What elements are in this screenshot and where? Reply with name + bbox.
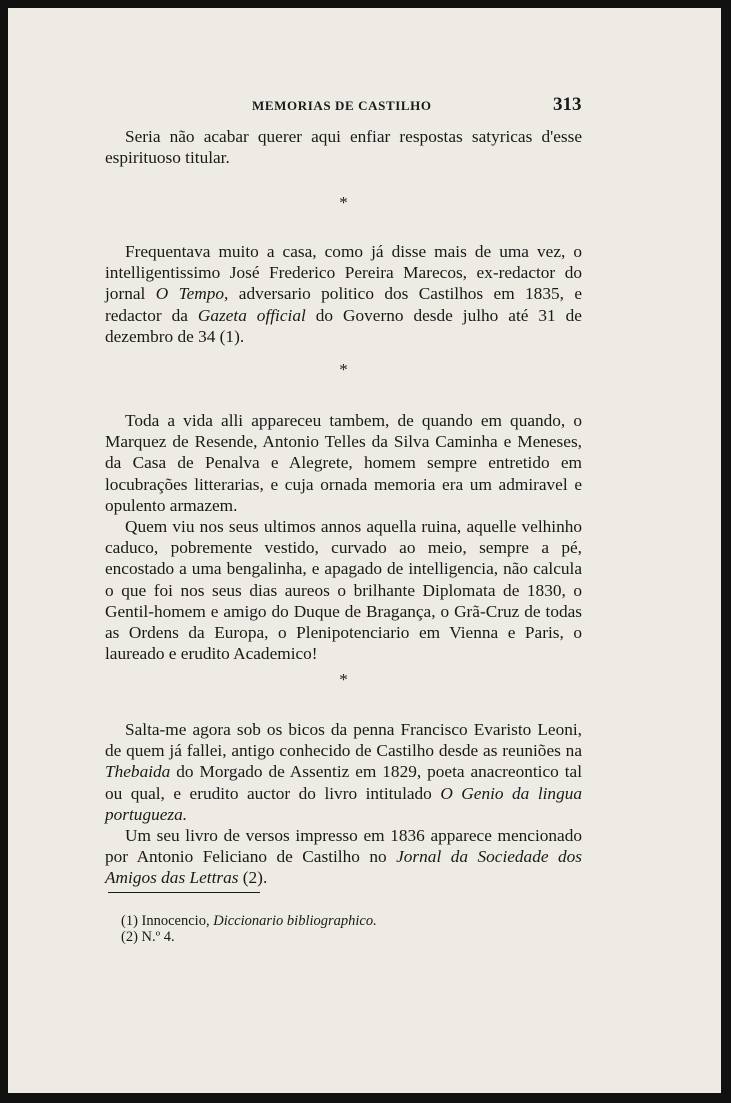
journal-title: Jornal da Sociedade dos Amigos das Lettras (105, 847, 582, 888)
footnote-1-number: (1) (121, 913, 138, 929)
footnotes (121, 913, 377, 945)
paragraph-5-part-a: Salta-me agora sob os bicos da penna Francisco Evaristo Leoni, de quem já fallei, antigo conhecido de Castilho desde as reuniões na (105, 720, 582, 761)
paragraph-3-text: Toda a vida alli appareceu tambem, de quando em quando, o Marquez de Resende, Antonio Telles da Silva Caminha e Meneses, da Casa de Penalva e Alegrete, homem sempre entretido em locubrações litterarias, e cuja ornada memoria era um admiravel e opulento armazem. (105, 411, 582, 515)
footnote-2-number: (2) (121, 929, 138, 945)
paragraph-5-text (105, 719, 582, 825)
paragraph-2 (105, 241, 582, 347)
page-header (8, 94, 721, 118)
running-title: MEMORIAS DE CASTILHO (252, 98, 432, 113)
footnote-2 (121, 929, 377, 945)
footnote-divider (108, 892, 260, 893)
paragraph-1-text: Seria não acabar querer aqui enfiar respostas satyricas d'esse espirituoso titular. (105, 127, 582, 168)
footnote-1-title: Diccionario bibliographico. (213, 913, 377, 929)
paragraph-2-part-b: adversario politico dos Castilhos em 1835, e redactor da (105, 284, 582, 325)
footnote-1 (121, 913, 377, 929)
paragraph-2-part-c: do Governo desde julho até 31 de dezembro de 34 (1). (105, 305, 582, 346)
paragraph-6-part-a: Um seu livro de versos impresso em 1836 apparece mencionado por Antonio Feliciano de Castilho no (105, 826, 582, 867)
paragraph-3-4 (105, 410, 582, 664)
paragraph-2-text (105, 241, 582, 347)
newspaper-title-gazeta: Gazeta official (197, 305, 306, 325)
paragraph-6-text (105, 825, 582, 889)
book-title-genio: O Genio da lingua portugueza. (105, 783, 582, 824)
book-page (8, 8, 721, 1093)
section-separator-3: * (339, 670, 348, 689)
paragraph-5-part-b: do Morgado de Assentiz em 1829, poeta anacreontico tal ou qual, e erudito auctor do livro intitulado (105, 762, 582, 803)
page-number: 313 (553, 94, 582, 115)
paragraph-5-6 (105, 719, 582, 889)
footnote-2-text: N.º 4. (141, 929, 175, 945)
paragraph-1 (105, 126, 582, 168)
paragraph-6-part-b: (2). (238, 868, 268, 888)
footnote-1-author: Innocencio, (141, 913, 214, 929)
section-separator-1: * (339, 193, 348, 212)
section-separator-2: * (339, 360, 348, 379)
paragraph-2-part-a: Frequentava muito a casa, como já disse mais de uma vez, o intelligentissimo José Frederico Pereira Marecos, ex-redactor do jornal (105, 242, 582, 304)
place-thebaida: Thebaida (105, 762, 171, 782)
newspaper-title-o-tempo: O Tempo, (155, 284, 229, 304)
paragraph-4-text: Quem viu nos seus ultimos annos aquella ruina, aquelle velhinho caduco, pobremente vestido, curvado ao meio, sempre a pé, encostado a uma bengalinha, e apagado de intelligencia, não calcula o que foi nos seus dias aureos o brilhante Diplomata de 1830, o Gentil-homem e amigo do Duque de Bragança, o Grã-Cruz de todas as Ordens da Europa, o Plenipotenciario em Vienna e Paris, o laureado e erudito Academico! (105, 517, 582, 664)
